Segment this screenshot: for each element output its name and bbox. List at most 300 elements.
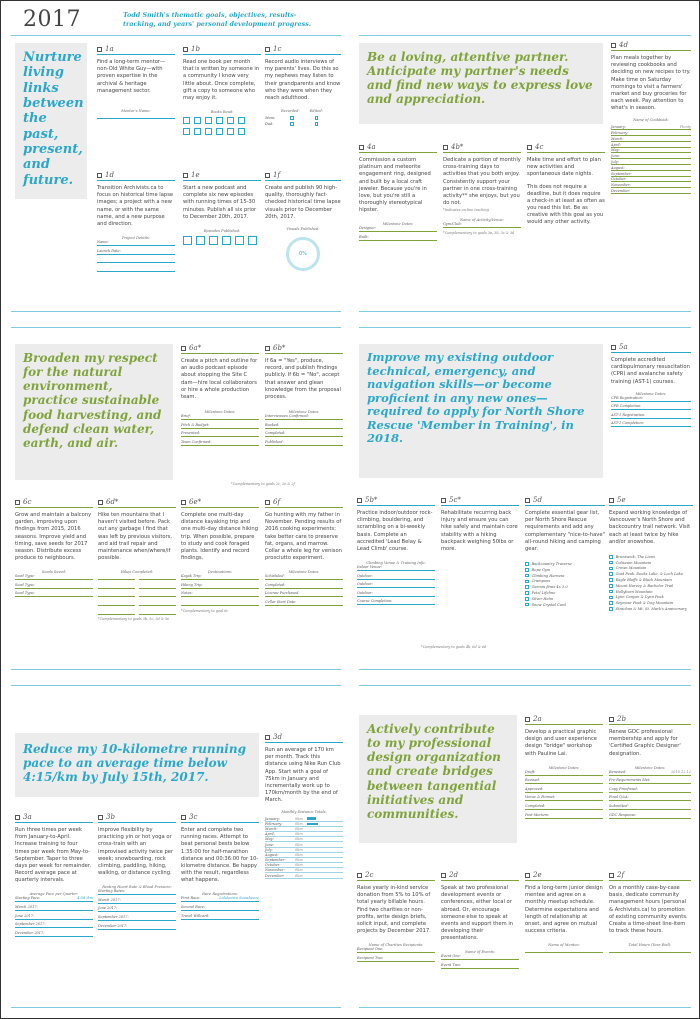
prerequirements-field[interactable]: Pre-Requirements Met: — [609, 778, 691, 784]
trail-checkbox[interactable] — [609, 561, 613, 565]
goal-checkbox[interactable] — [15, 500, 20, 505]
goal-checkbox[interactable] — [265, 173, 270, 178]
gear-checkbox[interactable] — [525, 574, 529, 578]
goal-checkbox[interactable] — [265, 47, 270, 52]
goal-checkbox[interactable] — [609, 717, 614, 722]
notes-field[interactable]: Notes: — [181, 591, 259, 597]
goal-checkbox[interactable] — [443, 145, 448, 150]
book-checkbox[interactable] — [183, 128, 190, 135]
hiking-trip-field[interactable]: Hiking Trip: — [181, 583, 259, 589]
book-checkbox[interactable] — [183, 117, 190, 124]
cookbook-month-row[interactable]: January: Plenty — [611, 125, 691, 130]
december-field[interactable]: December 2017: — [15, 931, 93, 937]
cookbook-month-row[interactable]: March: — [611, 136, 691, 142]
goal-2d — [441, 871, 519, 972]
goal-1e — [183, 171, 261, 245]
presented-field[interactable]: Presented: — [181, 431, 259, 437]
seed-type-field[interactable]: Seed Type: — [15, 591, 93, 597]
goal-1b — [183, 45, 261, 135]
first-race-field[interactable]: First Race: Lululemon Seawheeze — [181, 896, 259, 901]
trail-item[interactable]: Hollyburn Mountain — [609, 589, 693, 595]
footnote: *Complementary to goals 2c, 2e & 2f — [231, 482, 295, 486]
goal-2c — [357, 871, 435, 964]
goal-1d — [97, 171, 175, 274]
field-label: Milestone Dates: — [288, 410, 320, 415]
goal-description: Speak at two professional development events or conferences, either local or abroad. Or, encourage someone else to speak at events and support them in developing their presentations. — [441, 885, 514, 942]
trail-item[interactable]: Mount Harvey & Bachelor Trail — [609, 583, 693, 589]
hike-field[interactable] — [139, 591, 176, 597]
field-label: Name of Activity/Venue: — [459, 218, 505, 223]
goal-checkbox[interactable] — [611, 43, 616, 48]
completed-field[interactable]: Completed: — [265, 583, 343, 589]
september-field[interactable]: September 2017: — [98, 915, 176, 921]
episode-checkbox[interactable] — [196, 236, 205, 245]
goal-4a — [359, 143, 437, 244]
goal-id: 6e* — [181, 498, 259, 508]
march-field[interactable]: March 2017: — [98, 898, 176, 904]
visuals-progress-gauge: 0% — [286, 237, 320, 271]
distance-month-row: March: 0km — [265, 827, 343, 832]
goal-checkbox[interactable] — [98, 500, 103, 505]
goal-description: Run three times per week from January-to-April. Increase training to four times per week from May-to-September. Taper to three days per week for remainder. Record average pace at quarterly intervals. — [15, 827, 92, 884]
ast-completion-field[interactable]: AST-1 Completion: — [611, 421, 691, 427]
book-checkbox[interactable] — [238, 128, 245, 135]
goal-checkbox[interactable] — [525, 717, 530, 722]
goal-id: 6c — [15, 498, 93, 508]
goal-id: 2d — [441, 871, 519, 881]
divider — [359, 35, 691, 36]
cookbook-month-row[interactable]: May: — [611, 148, 691, 154]
goal-description: Grow and maintain a balcony garden, improving upon findings from 2015, 2016 seasons. Improve yield and timing, save seeds for 2017 season. Distribute excess produce to neighbours. — [15, 512, 92, 562]
gear-checkbox[interactable] — [525, 591, 529, 595]
final-qa-field[interactable]: Final Q&A: — [609, 795, 691, 801]
copy-proofread-field[interactable]: Copy Proofread: — [609, 787, 691, 793]
recorded-checkbox[interactable] — [290, 116, 294, 120]
book-checkbox[interactable] — [216, 117, 223, 124]
hike-field[interactable] — [98, 574, 135, 580]
goal-checkbox[interactable] — [359, 145, 364, 150]
episode-checkbox[interactable] — [183, 236, 192, 245]
goal-id: 6d* — [98, 498, 176, 508]
goal-description: Raise yearly in-kind service donation from 5% to 10% of total yearly billable hours. Find two charities or non-profits, write design briefs, solicit input, and complete projects by December 2017. — [357, 885, 431, 935]
trail-checkbox[interactable] — [609, 572, 613, 576]
hike-field[interactable] — [139, 583, 176, 589]
goal-description: Practice indoor/outdoor rock-climbing, bouldering, and scrambling on a bi-weekly basis. Complete an accredited 'Lead Belay & Lead Climb' course. — [357, 510, 433, 552]
trail-checkbox[interactable] — [609, 584, 613, 588]
gear-item[interactable]: Backcountry Traverse — [525, 561, 605, 567]
goal-6f — [265, 498, 343, 609]
divider — [11, 35, 341, 36]
goal-id: 4c — [527, 143, 605, 153]
book-checkbox[interactable] — [194, 117, 201, 124]
cookbook-month-row[interactable]: June: — [611, 153, 691, 159]
cookbook-month-row[interactable]: July: — [611, 159, 691, 165]
cookbook-month-row[interactable]: February: — [611, 130, 691, 136]
september-field[interactable]: September 2017: — [15, 922, 93, 928]
published-field[interactable]: Published: — [265, 440, 343, 446]
approved-field[interactable]: Approved: — [525, 787, 603, 793]
footnote: *Complementary to goals 3a, 3b, 3c & 3d — [443, 230, 515, 235]
june-field[interactable]: June 2017: — [98, 906, 176, 912]
goal-checkbox[interactable] — [265, 735, 270, 740]
trail-item[interactable]: Seymour Peak & Dog Mountain — [609, 600, 693, 606]
goal-id: 5a — [611, 343, 691, 353]
trail-item[interactable]: Lynn Canyon & Lynn Peak — [609, 594, 693, 600]
goal-id: 1e — [183, 171, 261, 181]
submitted-field[interactable]: Submitted: — [609, 804, 691, 810]
hike-field[interactable] — [98, 600, 135, 606]
goal-description: Plan meals together by reviewing cookbooks and deciding on new recipes to try. Make time on Saturday mornings to visit a farmers' market and buy groceries for each week. Pay attention to what's in season. — [611, 55, 691, 112]
field-label: Project Details: — [121, 236, 151, 241]
goal-4b — [443, 143, 521, 235]
field-label: Milestone Dates: — [204, 410, 236, 415]
goal-checkbox[interactable] — [265, 346, 270, 351]
field-label: Average Pace per Quarter: — [29, 892, 79, 897]
goal-checkbox[interactable] — [357, 873, 362, 878]
trail-checkbox[interactable] — [609, 567, 613, 571]
hike-field[interactable] — [139, 609, 176, 615]
divider — [359, 327, 691, 328]
interviewees-field[interactable]: Interviewees Confirmed: — [265, 414, 343, 420]
cookbook-month-row[interactable]: December: — [611, 188, 691, 194]
cookbook-list — [611, 124, 691, 194]
post-mortem-field[interactable]: Post-Mortem: — [525, 813, 603, 819]
episode-checkbox[interactable] — [235, 236, 244, 245]
pitch-budget-field[interactable]: Pitch & Budget: — [181, 423, 259, 429]
scheduled-field[interactable]: Scheduled: — [265, 574, 343, 580]
gear-item[interactable]: Silver Helm — [525, 596, 605, 602]
goal-description: Read one book per month that is written by someone in a community I know very little about. Once complete, gift a copy to someone who may enjoy it. — [183, 59, 260, 101]
divider — [11, 1007, 341, 1008]
goal-6c — [15, 498, 93, 600]
goal-checkbox[interactable] — [265, 500, 270, 505]
trail-item[interactable]: Coliseum Mountain — [609, 560, 693, 566]
trail-item[interactable]: Eagle Bluffs & Black Mountain — [609, 577, 693, 583]
goal-3c — [181, 813, 259, 922]
goal-checkbox[interactable] — [609, 873, 614, 878]
goal-description: Make time and effort to plan new activities and spontaneous date nights. — [527, 157, 601, 178]
book-checkbox[interactable] — [205, 117, 212, 124]
hike-field[interactable] — [98, 591, 135, 597]
event-one-field[interactable]: Event One: — [441, 954, 519, 960]
goal-description: Complete one multi-day distance kayaking trip and one multi-day distance hiking trip. When possible, prepare to study and cook foraged plants. Identify and record findings. — [181, 512, 259, 562]
distance-month-row: December: 0km — [265, 873, 343, 878]
book-checkbox[interactable] — [216, 128, 223, 135]
field-label: Milestone Dates: — [634, 765, 666, 770]
goal-checkbox[interactable] — [183, 47, 188, 52]
renewed-field[interactable]: Renewed: 2016.12.12 — [609, 769, 691, 774]
field-label: Books Read: — [210, 110, 234, 115]
book-checkbox[interactable] — [227, 128, 234, 135]
goal-id: 4b* — [443, 143, 521, 153]
goal-5e — [609, 496, 693, 612]
june-field[interactable]: June 2017: — [15, 914, 93, 920]
indoor-venue-field[interactable]: Indoor Venue: — [357, 565, 435, 571]
divider — [11, 311, 341, 312]
outdoor-field[interactable]: Outdoor: — [357, 574, 435, 580]
goal-1a — [97, 45, 175, 121]
divider — [11, 669, 341, 670]
goal-checkbox[interactable] — [611, 345, 616, 350]
footnote: *Complementary to goals 4b, 6d & 6d — [421, 645, 487, 649]
outdoor-field[interactable]: Outdoor: — [357, 582, 435, 588]
goal-description: Commission a custom platinum and meteorite engagement ring, designed and built by a local craft jeweler. Because you're in love, but you're still a thoroughly stereotypical hipster. — [359, 157, 431, 214]
gear-item[interactable]: Crampons — [525, 578, 605, 584]
travel-wildcard-field[interactable]: Travel Willcard: — [181, 914, 259, 920]
episode-checkbox[interactable] — [248, 236, 257, 245]
booked-field[interactable]: Booked: — [265, 423, 343, 429]
goal-checkbox[interactable] — [97, 47, 102, 52]
completed-field[interactable]: Completed: — [525, 804, 603, 810]
theme-2-heading: Actively contribute to my professional design organization and create bridges between tangential initiatives and communities. — [359, 715, 517, 843]
goal-id: 3d — [265, 733, 343, 743]
gear-checkbox[interactable] — [525, 568, 529, 572]
goal-checkbox[interactable] — [441, 498, 446, 503]
second-race-field[interactable]: Second Race: — [181, 905, 259, 911]
goal-id: 6a* — [181, 344, 259, 354]
revised-field[interactable]: Revised: — [525, 778, 603, 784]
theme-3-heading: Reduce my 10-kilometre running pace to an average time below 4:15/km by July 15th, 2017. — [15, 733, 259, 797]
goal-3b — [98, 813, 176, 932]
goal-checkbox[interactable] — [441, 873, 446, 878]
march-field[interactable]: March 2017: — [15, 905, 93, 911]
field-label: Mentor's Name: — [121, 108, 151, 113]
footnote: *Indicates on-line tracking — [443, 208, 489, 213]
outdoor-field[interactable]: Outdoor: — [357, 591, 435, 597]
draft-field[interactable]: Draft: — [525, 770, 603, 776]
goal-id: 3c — [181, 813, 259, 823]
brief-field[interactable]: Brief: — [181, 414, 259, 420]
kayak-trip-field[interactable]: Kayak Trip: — [181, 574, 259, 580]
completed-field[interactable]: Completed: — [265, 431, 343, 437]
field-label: Seeds Saved: — [41, 570, 67, 575]
goal-description: Create a pitch and outline for an audio podcast episode about stopping the Site C dam—hire local collaborators or hire a whole production team. — [181, 358, 258, 400]
goal-checkbox[interactable] — [15, 815, 20, 820]
goal-id: 1c — [265, 45, 341, 55]
course-completion-field[interactable]: Course Completion: — [357, 599, 435, 605]
goal-description: This does not require a deadline, but it does require a check-in at least as often as you read this list. Be as creative with this goal as you would any other activity. — [527, 183, 605, 226]
goal-description: Transition Archivists.ca to focus on historical time lapse images; a project with a new name, or with the same name, and a new purpose and direction. — [97, 185, 174, 227]
trail-item[interactable]: Brunswick: The Lions — [609, 554, 693, 560]
distance-month-row: June: 0km — [265, 842, 343, 847]
name-field[interactable]: Name: — [97, 240, 175, 246]
event-two-field[interactable]: Event Two: — [441, 963, 519, 969]
episodes-row — [183, 236, 261, 245]
blank-field[interactable] — [97, 257, 175, 263]
seed-type-field[interactable]: Seed Type: — [15, 574, 93, 580]
cookbook-month-row[interactable]: October: — [611, 177, 691, 183]
recorded-checkbox[interactable] — [290, 122, 294, 126]
built-field[interactable]: Built: — [359, 235, 437, 241]
goal-id: 5b* — [357, 496, 435, 506]
goal-description: Record audio interviews of my parents' lives. Do this so my nephews may listen to their grandparents and know who they were when they reach adulthood. — [265, 59, 341, 101]
goal-description: Create and publish 90 high-quality, thoroughly fact-checked historical time lapse visuals prior to December 20th, 2017. — [265, 185, 341, 220]
goal-id: 2a — [525, 715, 603, 725]
goal-checkbox[interactable] — [357, 498, 362, 503]
gym-field[interactable]: Gym/Club: — [443, 222, 521, 228]
goal-6a — [181, 344, 259, 448]
field-label: Climbing Venue & Training Info: — [366, 561, 426, 566]
gear-checkbox[interactable] — [525, 597, 529, 601]
goal-description: Improve flexibility by practicing yin or hot yoga or cross-train with an improvised activity twice per week; snowboarding, rock climbing, paddling, hiking, walking, or distance cycling. — [98, 827, 174, 877]
december-field[interactable]: December 2017: — [98, 924, 176, 930]
hike-field[interactable] — [98, 609, 135, 615]
trail-checkbox[interactable] — [609, 590, 613, 594]
goal-checkbox[interactable] — [181, 815, 186, 820]
gear-item[interactable]: Climbing Harness — [525, 573, 605, 579]
books-row-2 — [183, 128, 261, 135]
goal-id: 3b — [98, 813, 176, 823]
gdc-response-field[interactable]: GDC Response: — [609, 813, 691, 819]
starting-rates-field[interactable]: Starting Rates: — [98, 889, 176, 895]
book-checkbox[interactable] — [194, 128, 201, 135]
goal-6e — [181, 498, 259, 613]
footnote: *Complementary to goal 6c — [181, 608, 229, 613]
field-label: Visuals Published: — [286, 226, 320, 231]
cellar-field[interactable]: Cellar Start Date: — [265, 600, 343, 606]
goal-description: If 6a = "Yes", produce, record, and publish findings publicly. If 6b = "No", accept that answer and glean knowledge from the proposal process. — [265, 358, 341, 400]
field-label: Milestone Dates: — [635, 391, 667, 396]
goal-id: 5e — [609, 496, 693, 506]
goal-id: 2b — [609, 715, 691, 725]
goal-checkbox[interactable] — [97, 173, 102, 178]
designer-field[interactable]: Designer: — [359, 226, 437, 232]
trail-item[interactable]: Goat Peak, Deeks Lake, & Loch Lake — [609, 571, 693, 577]
distance-month-row: October: 0km — [265, 863, 343, 868]
gear-item[interactable]: Snow Crystal Card — [525, 602, 605, 608]
theme-1-heading: Nurture living links between the past, present, and future. — [15, 43, 87, 199]
field-label: Monthly Distance Totals: — [281, 810, 327, 815]
book-checkbox[interactable] — [227, 117, 234, 124]
books-row-1 — [183, 117, 261, 124]
team-confirmed-field[interactable]: Team Confirmed: — [181, 440, 259, 446]
edited-checkbox[interactable] — [315, 116, 319, 120]
gear-checkbox[interactable] — [525, 580, 529, 584]
field-label: Milestone Dates: — [288, 570, 320, 575]
edited-checkbox[interactable] — [315, 122, 319, 126]
recording-labels: Recorded: Edited: — [281, 109, 323, 114]
goal-checkbox[interactable] — [609, 498, 614, 503]
goal-1f — [265, 171, 341, 271]
venue-format-field[interactable]: Venue & Format: — [525, 795, 603, 801]
total-hours-field[interactable] — [609, 947, 691, 953]
goal-2f — [609, 871, 691, 956]
goal-2e — [525, 871, 603, 956]
recipient-two-field[interactable]: Recipient Two: — [357, 956, 435, 962]
gear-item[interactable]: Rope Gym — [525, 567, 605, 573]
license-field[interactable]: License Purchased: — [265, 591, 343, 597]
goal-checkbox[interactable] — [181, 346, 186, 351]
divider — [11, 685, 341, 686]
goal-checkbox[interactable] — [525, 873, 530, 878]
goal-description: Enter and complete two running races. Attempt to beat personal bests below 1:35:00 for half-marathon distance and 00:36:00 for 10-kilometre distance. Be happy with the result, regardless what happens. — [181, 827, 259, 884]
goal-checkbox[interactable] — [181, 500, 186, 505]
goal-6b — [265, 344, 343, 448]
goal-6d — [98, 498, 176, 621]
goal-description: Hike ten mountains that I haven't visited before. Pack out any garbage I find that was left by previous visitors, and aid trail repair and maintenance when/where/if possible. — [98, 512, 173, 562]
episode-checkbox[interactable] — [222, 236, 231, 245]
gear-item[interactable]: Petzl Lifeline — [525, 590, 605, 596]
goal-1c — [265, 45, 341, 127]
launch-date-field[interactable]: Launch Date: — [97, 249, 175, 255]
dad-row: Dad: — [265, 121, 341, 127]
goal-id: 2f — [609, 871, 691, 881]
blank-field[interactable] — [97, 266, 175, 272]
seed-type-field[interactable]: Seed Type: — [15, 583, 93, 589]
trail-checklist — [609, 554, 693, 612]
distance-month-row: September: 0km — [265, 858, 343, 863]
goal-id: 4a — [359, 143, 437, 153]
gear-item[interactable]: Garmin fēnix 4x 3.0 — [525, 584, 605, 590]
distance-progress-bar — [307, 817, 316, 819]
trail-checkbox[interactable] — [609, 607, 613, 611]
mentee-name-field[interactable] — [525, 947, 603, 953]
field-label: Resting Heart Rate & Blood Pressure: — [102, 885, 172, 890]
recipient-one-field[interactable]: Recipient One: — [357, 947, 435, 953]
trail-checkbox[interactable] — [609, 596, 613, 600]
goal-id: 1f — [265, 171, 341, 181]
cookbook-month-row[interactable]: November: — [611, 182, 691, 188]
goal-checkbox[interactable] — [183, 173, 188, 178]
goal-description: Find a long-term mentor—non-Old White Guy—with proven expertise in the archival & heritage management sector. — [97, 59, 166, 94]
cookbook-month-row[interactable]: September: — [611, 171, 691, 177]
goal-description: Develop a practical graphic design and user experience design "bridge" workshop with Pauline Lai. — [525, 729, 597, 757]
cookbook-month-row[interactable]: April: — [611, 142, 691, 148]
trail-item[interactable]: Crown Mountain — [609, 565, 693, 571]
distance-month-row: January: 0km — [265, 816, 343, 821]
mentor-name-field[interactable] — [97, 113, 175, 119]
divider — [359, 1007, 691, 1008]
book-checkbox[interactable] — [238, 117, 245, 124]
trail-checkbox[interactable] — [609, 578, 613, 582]
goal-3d — [265, 733, 343, 879]
hike-field[interactable] — [98, 583, 135, 589]
divider — [359, 685, 691, 686]
cpr-registration-field[interactable]: CPR Registration: — [611, 396, 691, 402]
year-heading: 2017 — [23, 7, 81, 32]
goal-checkbox[interactable] — [527, 145, 532, 150]
cookbook-month-row[interactable]: August: — [611, 165, 691, 171]
trail-checkbox[interactable] — [609, 555, 613, 559]
goal-checkbox[interactable] — [525, 498, 530, 503]
goal-checkbox[interactable] — [98, 815, 103, 820]
divider — [359, 311, 691, 312]
goal-description: Dedicate a portion of monthly cross-training days to activities that you both enjoy. Consistently support your partner in one cross-training activity** she enjoys, but you do not. — [443, 157, 521, 207]
goal-description: Start a new podcast and complete six new episodes with running times of 15-30 minutes. Publish all six prior to December 20th, 2017. — [183, 185, 257, 220]
goal-5a — [611, 343, 691, 430]
cpr-completion-field[interactable]: CPR Completion: — [611, 404, 691, 410]
episode-checkbox[interactable] — [209, 236, 218, 245]
distance-month-row: August: 0km — [265, 853, 343, 858]
ast-registration-field[interactable]: AST-1 Registration: — [611, 413, 691, 419]
starting-pace-field[interactable]: Starting Pace: 4:58 /km — [15, 896, 93, 901]
trail-checkbox[interactable] — [609, 601, 613, 605]
book-checkbox[interactable] — [205, 128, 212, 135]
blank-field[interactable] — [181, 600, 259, 606]
theme-4-heading: Be a loving, attentive partner. Anticipate my partner's needs and find new ways to express love and appreciation. — [359, 43, 603, 124]
goal-description: Run an average of 170 km per month. Track this distance using Nike Run Club App. Start with a goal of 75km in January and incrementally work up to 170km/month by the end of March. — [265, 747, 341, 804]
hike-field[interactable] — [139, 600, 176, 606]
gear-checkbox[interactable] — [525, 562, 529, 566]
gear-checkbox[interactable] — [525, 585, 529, 589]
trail-item[interactable]: Strachan & Mt. St. Mark's Anniversary — [609, 606, 693, 612]
goal-id: 1b — [183, 45, 261, 55]
hike-field[interactable] — [139, 574, 176, 580]
monthly-distance-chart — [265, 816, 343, 878]
gear-checkbox[interactable] — [525, 603, 529, 607]
goal-description: On a monthly case-by-case basis, dedicate community management hours (personal & Archivists.ca) to promotion of existing community events. Create a time-sheet line-item to track these hours. — [609, 885, 688, 935]
goal-id: 1d — [97, 171, 175, 181]
